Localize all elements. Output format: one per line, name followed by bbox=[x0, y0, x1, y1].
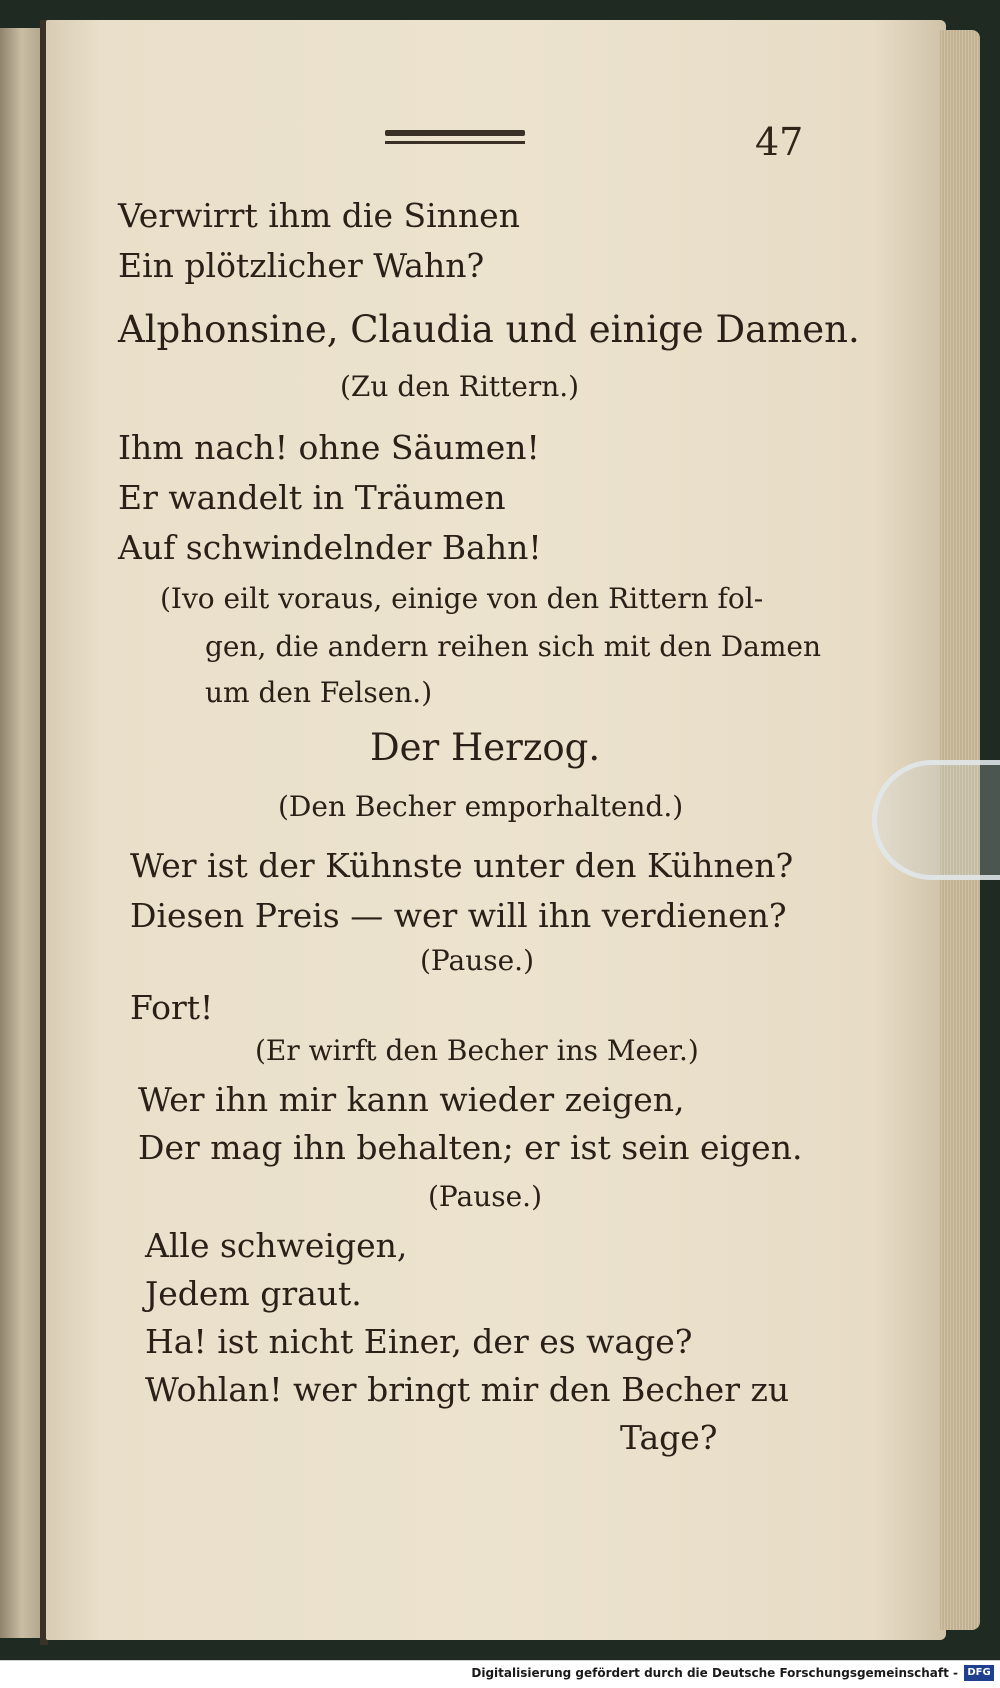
stage-direction: (Pause.) bbox=[420, 944, 534, 977]
verse-line: Alle schweigen, bbox=[145, 1226, 408, 1265]
verse-line: Ihm nach! ohne Säumen! bbox=[118, 428, 540, 467]
stage-direction: (Pause.) bbox=[428, 1180, 542, 1213]
speaker-name: Der Herzog. bbox=[370, 726, 601, 769]
stage-direction: (Er wirft den Becher ins Meer.) bbox=[255, 1034, 699, 1067]
stage-direction: (Den Becher emporhaltend.) bbox=[278, 790, 684, 823]
verse-line: Wer ihn mir kann wieder zeigen, bbox=[138, 1080, 685, 1119]
page-clip bbox=[872, 760, 1000, 880]
page-number: 47 bbox=[755, 120, 804, 164]
verse-line: Jedem graut. bbox=[145, 1274, 362, 1313]
stage-direction: (Ivo eilt voraus, einige von den Rittern fol- bbox=[160, 582, 764, 615]
verse-line: Tage? bbox=[620, 1418, 718, 1457]
speaker-name: Alphonsine, Claudia und einige Damen. bbox=[118, 308, 860, 351]
verse-line: Er wandelt in Träumen bbox=[118, 478, 506, 517]
verse-line: Auf schwindelnder Bahn! bbox=[118, 528, 542, 567]
stage-direction: gen, die andern reihen sich mit den Damen bbox=[205, 630, 821, 663]
footer-credit: Digitalisierung gefördert durch die Deutsche Forschungsgemeinschaft - bbox=[471, 1666, 958, 1680]
stage-direction: (Zu den Rittern.) bbox=[340, 370, 580, 403]
verse-line: Verwirrt ihm die Sinnen bbox=[118, 196, 520, 235]
verse-line: Fort! bbox=[130, 988, 214, 1027]
header-rule-ornament bbox=[385, 130, 525, 144]
verse-line: Diesen Preis — wer will ihn verdienen? bbox=[130, 896, 787, 935]
verse-line: Wer ist der Kühnste unter den Kühnen? bbox=[130, 846, 794, 885]
footer-bar bbox=[0, 1660, 1000, 1688]
verse-line: Ha! ist nicht Einer, der es wage? bbox=[145, 1322, 693, 1361]
dfg-logo-icon: DFG bbox=[964, 1665, 994, 1681]
verse-line: Der mag ihn behalten; er ist sein eigen. bbox=[138, 1128, 803, 1167]
verse-line: Ein plötzlicher Wahn? bbox=[118, 246, 485, 285]
verse-line: Wohlan! wer bringt mir den Becher zu bbox=[145, 1370, 790, 1409]
stage-direction: um den Felsen.) bbox=[205, 676, 433, 709]
